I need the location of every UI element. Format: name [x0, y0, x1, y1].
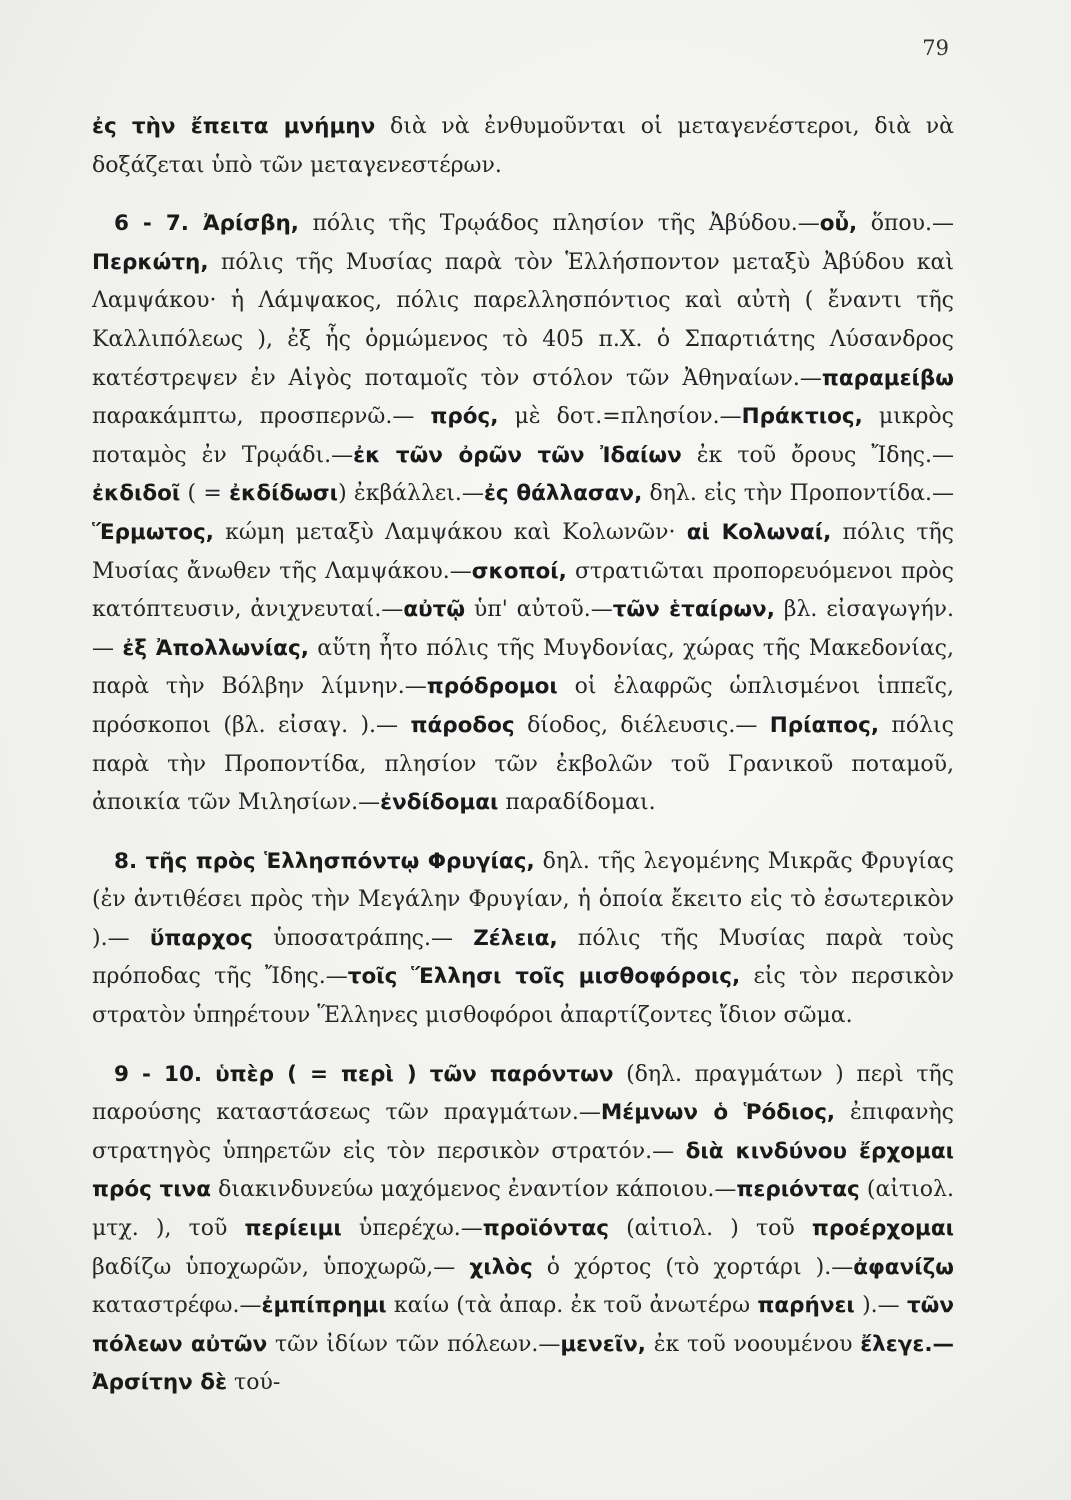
gloss-text: ὅπου.— — [857, 211, 955, 237]
lemma-term: Πράκτιος, — [741, 404, 863, 430]
paragraph-gap — [92, 823, 954, 843]
lemma-term: ἐμπίπρημι — [261, 1293, 387, 1319]
lemma-term: προέρχομαι — [811, 1216, 954, 1242]
lemma-term: περίειμι — [244, 1216, 342, 1242]
lemma-term: οὗ, — [819, 211, 858, 237]
gloss-text: μικρὸς ποταμὸς ἐν Τρῳάδι.— — [92, 404, 954, 468]
gloss-text: τῶν ἰδίων τῶν πόλεων.— — [267, 1331, 561, 1357]
gloss-text: πόλις τῆς Μυσίας ἄνωθεν τῆς Λαμψάκου.— — [92, 519, 954, 584]
paragraph-gap — [92, 1036, 954, 1056]
paragraph — [92, 843, 954, 1036]
gloss-text: ).— — [854, 1293, 907, 1319]
lemma-term: 6 - 7. Ἀρίσβη, — [114, 211, 299, 237]
gloss-text: ὑποσατράπης.— — [252, 925, 474, 951]
gloss-text: (δηλ. πραγμάτων ) περὶ τῆς παρούσης καταστάσεως τῶν πραγμάτων.— — [92, 1061, 954, 1126]
lemma-term: ὕπαρχος — [149, 925, 253, 951]
paragraph-gap — [92, 185, 954, 205]
gloss-text: βαδίζω ὑποχωρῶν, ὑποχωρῶ,— — [92, 1254, 470, 1280]
lemma-term: παρήνει — [757, 1293, 855, 1319]
gloss-text: οἱ ἐλαφρῶς ὡπλισμένοι ἱππεῖς, πρόσκοποι (βλ. εἰσαγ. ).— — [92, 674, 954, 738]
gloss-text: δηλ. τῆς λεγομένης Μικρᾶς Φρυγίας (ἐν ἀντιθέσει πρὸς τὴν Μεγάλην Φρυγίαν, ἡ ὁποία ἔκειτο εἰς τὸ ἐσωτερικὸν ).— — [92, 848, 954, 951]
gloss-text: διὰ νὰ ἐνθυμοῦνται οἱ μεταγενέστεροι, διὰ νὰ δοξάζεται ὑπὸ τῶν μεταγενεστέρων. — [92, 114, 954, 178]
lemma-term: πρόδρομοι — [426, 674, 558, 700]
gloss-text: (αἰτιολ. ) τοῦ — [608, 1216, 812, 1242]
gloss-text: βλ. εἰσαγωγήν.— — [92, 597, 954, 661]
lemma-term: ἐκ τῶν ὀρῶν τῶν Ἰδαίων — [353, 442, 682, 468]
gloss-text: ἐκ τοῦ ὄρους Ἴδης.— — [681, 442, 955, 468]
lemma-term: Περκώτη, — [92, 249, 209, 275]
gloss-text: πόλις τῆς Μυσίας παρὰ τὸν Ἑλλήσποντον μεταξὺ Ἀβύδου καὶ Λαμψάκου· ἡ Λάμψακος, πόλις παρελλησπόντιος καὶ αὐτὴ ( ἔναντι τῆς Καλλιπόλεως ), ἐξ ἧς ὁρμώμενος τὸ 405 π.Χ. ὁ Σπαρτιάτης Λύσανδρος κατέστρεψεν ἐν Αἰγὸς ποταμοῖς τὸν στόλον τῶν Ἀθηναίων.— — [92, 249, 954, 391]
page-number: 79 — [922, 36, 949, 60]
lemma-term: 8. τῆς πρὸς Ἑλλησπόντῳ Φρυγίας, — [114, 848, 535, 874]
gloss-text: δίοδος, διέλευσις.— — [514, 712, 770, 738]
lemma-term: ἐκδιδοῖ — [92, 481, 181, 507]
gloss-text: τού- — [227, 1370, 281, 1396]
lemma-term: τῶν πόλεων αὐτῶν — [92, 1293, 954, 1357]
gloss-text: εἰς τὸν περσικὸν στρατὸν ὑπηρέτουν Ἕλληνες μισθοφόροι ἀπαρτίζοντες ἴδιον σῶμα. — [92, 964, 954, 1029]
lemma-term: Ζέλεια, — [473, 925, 558, 951]
lemma-term: Πρίαπος, — [769, 712, 879, 738]
gloss-text: πόλις τῆς Τρῳάδος πλησίον τῆς Ἀβύδου.— — [298, 211, 820, 237]
gloss-text: ὑπερέχω.— — [341, 1216, 483, 1242]
lemma-term: ἐνδίδομαι — [380, 790, 499, 816]
lemma-term: διὰ κινδύνου ἔρχομαι πρός τινα — [92, 1138, 954, 1203]
lemma-term: περιόντας — [736, 1177, 860, 1203]
lemma-term: ἐξ Ἀπολλωνίας, — [122, 635, 309, 661]
paragraph — [92, 205, 954, 823]
gloss-text: μὲ δοτ.=πλησίον.— — [498, 404, 742, 430]
lemma-term: Ἕρμωτος, — [92, 519, 214, 545]
lemma-term: προϊόντας — [482, 1216, 609, 1242]
gloss-text: ἐκ τοῦ νοουμένου — [645, 1331, 861, 1357]
paragraph — [92, 1056, 954, 1403]
lemma-term: μενεῖν, — [560, 1331, 646, 1357]
gloss-text: ὁ χόρτος (τὸ χορτάρι ).— — [532, 1254, 854, 1280]
lemma-term: αἱ Κολωναί, — [686, 519, 832, 545]
lemma-term: σκοποί, — [471, 558, 567, 584]
gloss-text: καίω (τὰ ἀπαρ. ἐκ τοῦ ἀνωτέρω — [386, 1293, 758, 1319]
gloss-text: (αἰτιολ. μτχ. ), τοῦ — [92, 1177, 954, 1242]
gloss-text: πόλις παρὰ τὴν Προποντίδα, πλησίον τῶν ἐκβολῶν τοῦ Γρανικοῦ ποταμοῦ, ἀποικία τῶν Μιλησίων.— — [92, 712, 954, 816]
lemma-term: χιλὸς — [469, 1254, 533, 1280]
lemma-term: αὐτῷ — [403, 597, 466, 623]
lemma-term: τῶν ἑταίρων, — [612, 597, 775, 623]
lemma-term: Μέμνων ὁ Ῥόδιος, — [600, 1100, 836, 1126]
lemma-term: παραμείβω — [821, 365, 954, 391]
gloss-text: δηλ. εἰς τὴν Προποντίδα.— — [642, 481, 954, 507]
lemma-term: ἔλεγε.—Ἀρσίτην δὲ — [92, 1331, 955, 1396]
gloss-text: αὕτη ἦτο πόλις τῆς Μυγδονίας, χώρας τῆς Μακεδονίας, παρὰ τὴν Βόλβην λίμνην.— — [92, 635, 954, 700]
lemma-term: ἐκδίδωσι — [229, 481, 339, 507]
lemma-term: 9 - 10. ὑπὲρ ( = περὶ ) τῶν παρόντων — [114, 1061, 614, 1087]
gloss-text: ( = — [180, 481, 230, 507]
lemma-term: ἐς τὴν ἔπειτα μνήμην — [92, 114, 376, 139]
gloss-text: παραδίδομαι. — [498, 790, 656, 816]
paragraph — [92, 108, 954, 185]
gloss-text: κώμη μεταξὺ Λαμψάκου καὶ Κολωνῶν· — [213, 519, 687, 545]
gloss-text: στρατιῶται προπορευόμενοι πρὸς κατόπτευσιν, ἀνιχνευταί.— — [92, 558, 954, 623]
lemma-term: ἀφανίζω — [853, 1254, 954, 1280]
commentary-text — [92, 108, 954, 1403]
gloss-text: παρακάμπτω, προσπερνῶ.— — [92, 404, 431, 430]
gloss-text: ἐπιφανὴς στρατηγὸς ὑπηρετῶν εἰς τὸν περσικὸν στρατόν.— — [92, 1100, 954, 1164]
lemma-term: ἐς θάλλασαν, — [483, 481, 643, 507]
gloss-text: διακινδυνεύω μαχόμενος ἐναντίον κάποιου.— — [211, 1177, 737, 1203]
gloss-text: πόλις τῆς Μυσίας παρὰ τοὺς πρόποδας τῆς Ἴδης.— — [92, 925, 955, 990]
gloss-text: ὑπ' αὐτοῦ.— — [465, 597, 613, 623]
lemma-term: πάροδος — [410, 712, 515, 738]
lemma-term: πρός, — [430, 404, 499, 430]
lemma-term: τοῖς Ἕλλησι τοῖς μισθοφόροις, — [347, 964, 741, 990]
gloss-text: καταστρέφω.— — [92, 1293, 262, 1319]
gloss-text: ) ἐκβάλλει.— — [338, 481, 484, 507]
